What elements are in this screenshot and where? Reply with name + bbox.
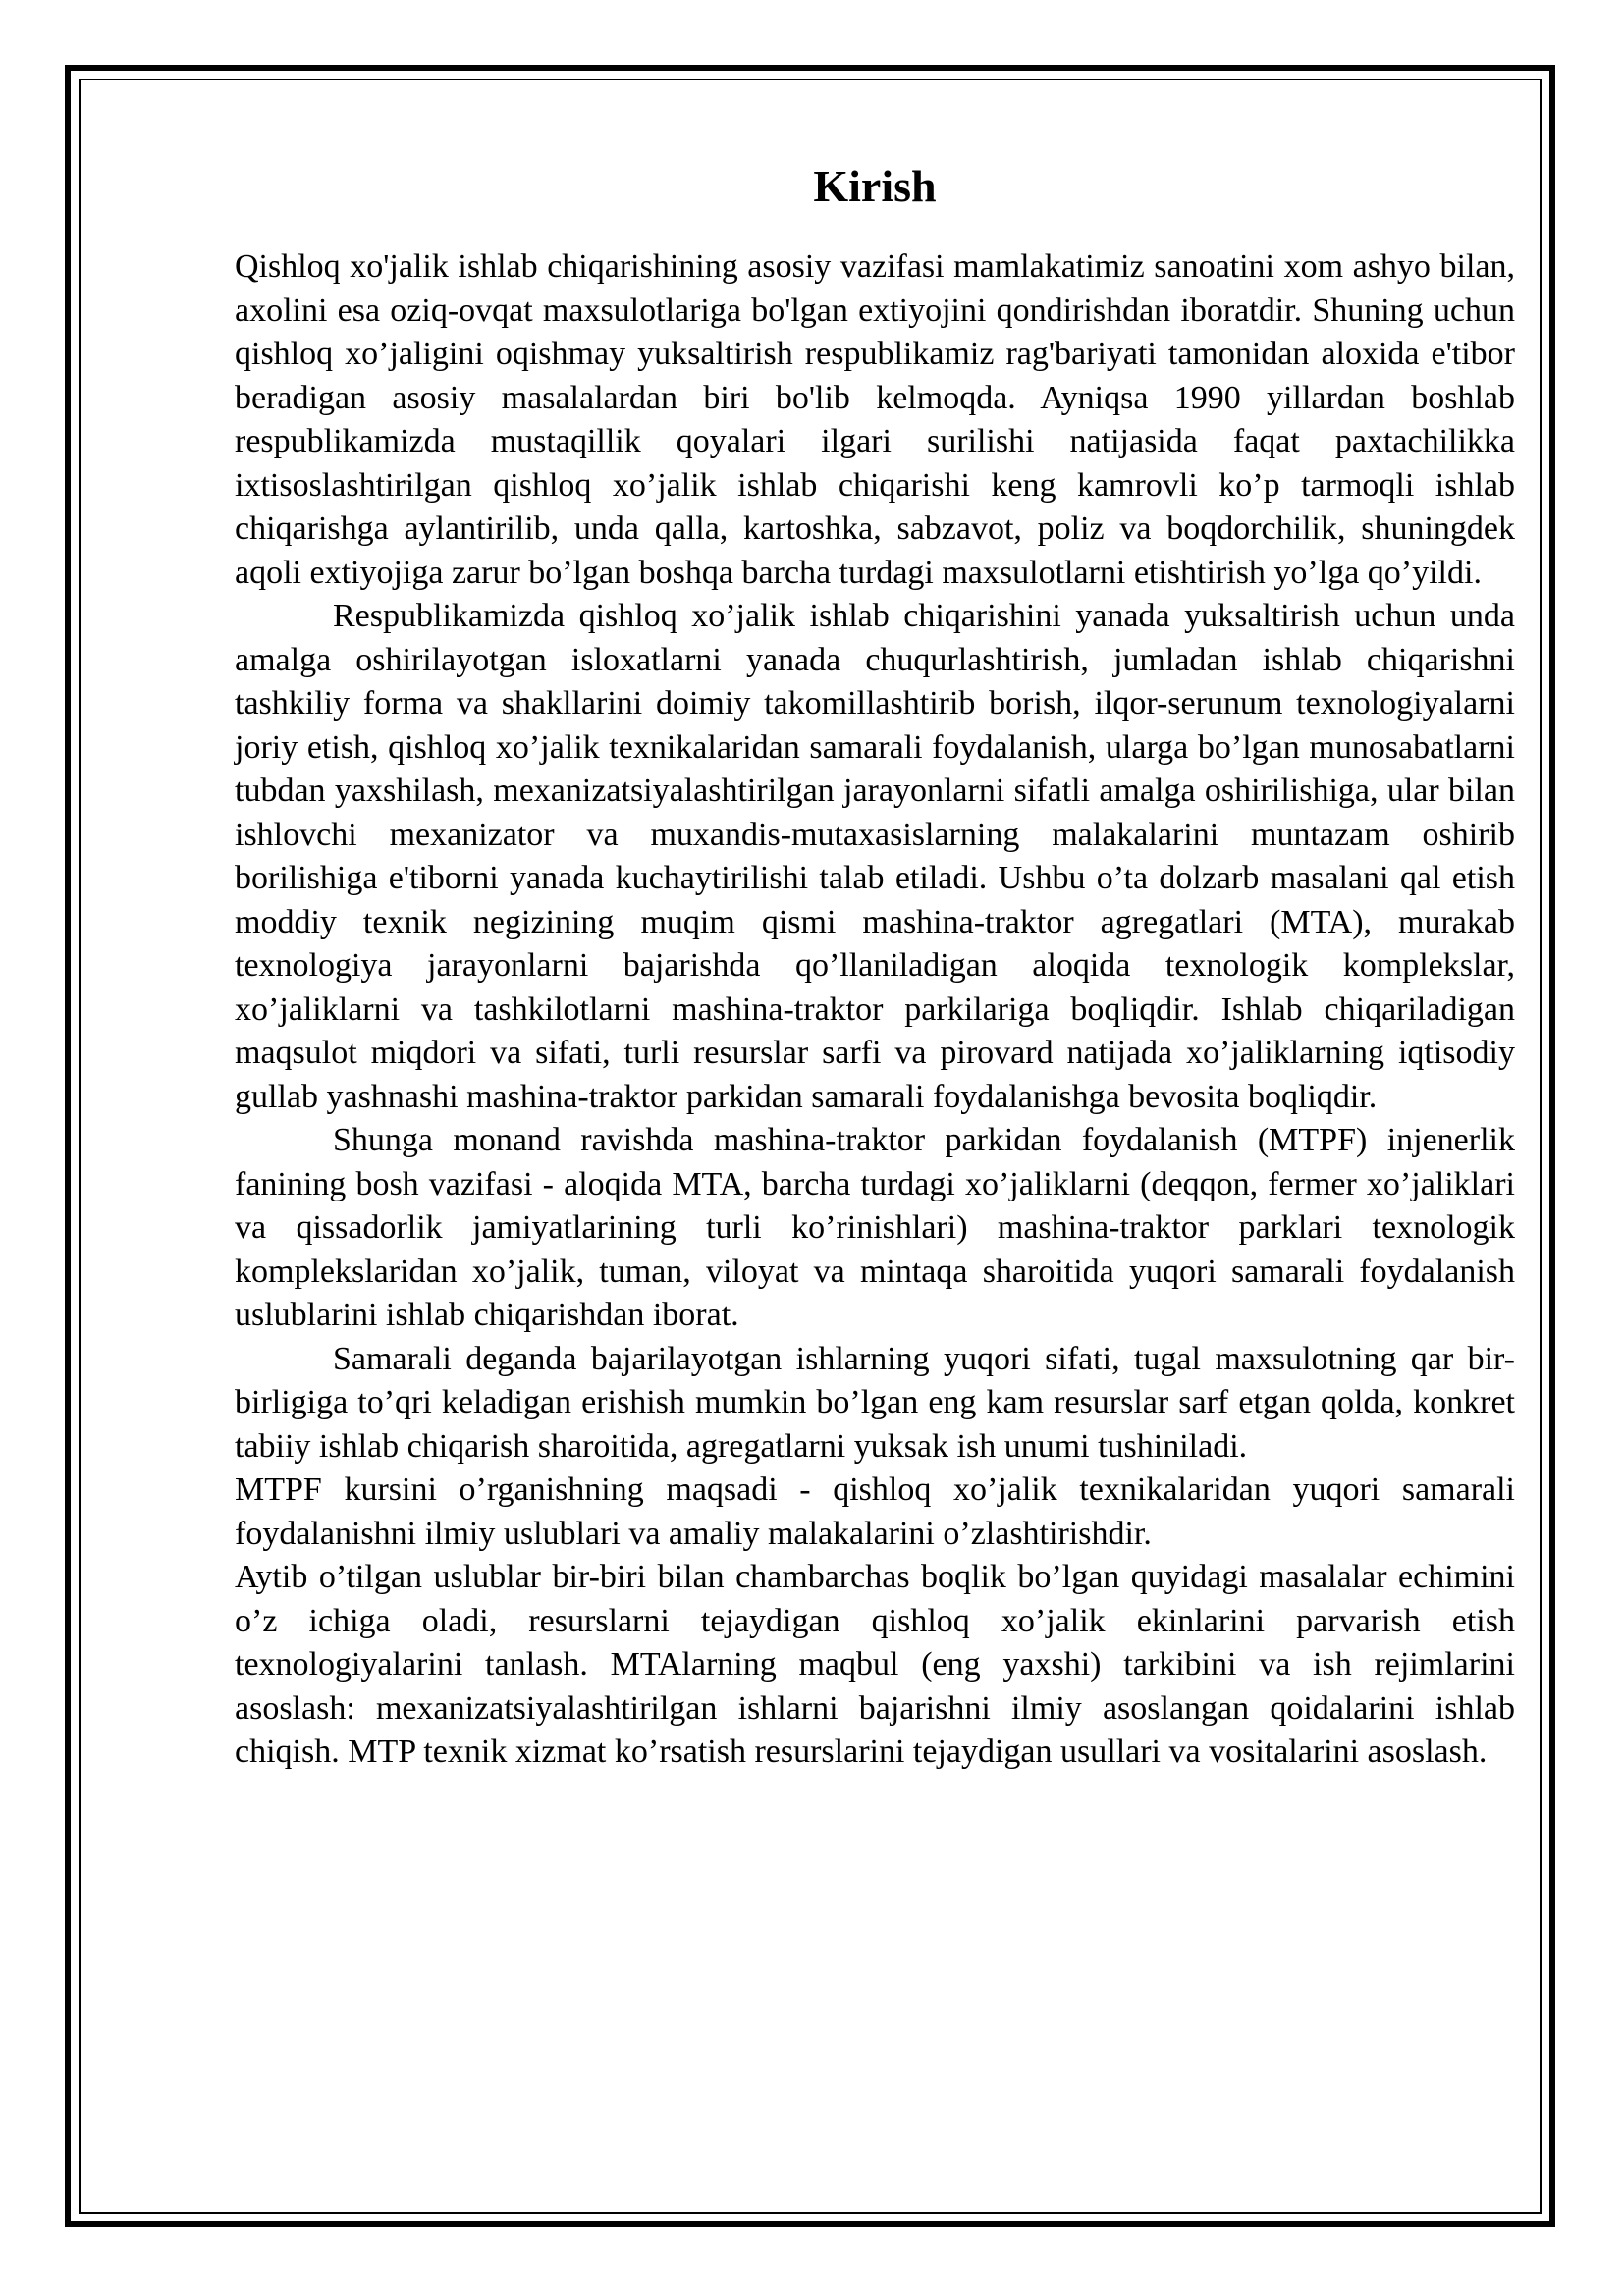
paragraph-2: Respublikamizda qishloq xo’jalik ishlab chiqarishini yanada yuksaltirish uchun unda amalga oshirilayotgan isloxatlarni yanada chuqurlashtirish, jumladan ishlab chiqarishni tashkiliy forma va shakllarini doimiy takomillashtirib borish, ilqor-serunum texnologiyalarni joriy etish, qishloq xo’jalik texnikalaridan samarali foydalanish, ularga bo’lgan munosabatlarni tubdan yaxshilash, mexanizatsiyalashtirilgan jarayonlarni sifatli amalga oshirilishiga, ular bilan ishlovchi mexanizator va muxandis-mutaxasislarning malakalarini muntazam oshirib borilishiga e'tiborni yanada kuchaytirilishi talab etiladi. Ushbu o’ta dolzarb masalani qal etish moddiy texnik negizining muqim qismi mashina-traktor agregatlari (MTA), murakab texnologiya jarayonlarni bajarishda qo’llaniladigan aloqida texnologik komplekslar, xo’jaliklarni va tashkilotlarni mashina-traktor parkilariga boqliqdir. Ishlab chiqariladigan maqsulot miqdori va sifati, turli resurslar sarfi va pirovard natijada xo’jaliklarning iqtisodiy gullab yashnashi mashina-traktor parkidan samarali foydalanishga bevosita boqliqdir. [235,598,1515,1115]
paragraph-6: Aytib o’tilgan uslublar bir-biri bilan chambarchas boqlik bo’lgan quyidagi masalalar echimini o’z ichiga oladi, resurslarni tejaydigan qishloq xo’jalik ekinlarini parvarish etish texnologiyalarini tanlash. MTAlarning maqbul (eng yaxshi) tarkibini va ish rejimlarini asoslash: mexanizatsiyalashtirilgan ishlarni bajarishni ilmiy asoslangan qoidalarini ishlab chiqish. MTP texnik xizmat ko’rsatish resurslarini tejaydigan usullari va vositalarini asoslash. [235,1559,1515,1770]
document-body [235,147,1515,1775]
paragraph-1: Qishloq xo'jalik ishlab chiqarishining asosiy vazifasi mamlakatimiz sanoatini xom ashyo bilan, axolini esa oziq-ovqat maxsulotlariga bo'lgan extiyojini qondirishdan iboratdir. Shuning uchun qishloq xo’jaligini oqishmay yuksaltirish respublikamiz rag'bariyati tamonidan aloxida e'tibor beradigan asosiy masalalardan biri bo'lib kelmoqda. Ayniqsa 1990 yillardan boshlab respublikamizda mustaqillik qoyalari ilgari surilishi natijasida faqat paxtachilikka ixtisoslashtirilgan qishloq xo’jalik ishlab chiqarishi keng kamrovli ko’p tarmoqli ishlab chiqarishga aylantirilib, unda qalla, kartoshka, sabzavot, poliz va boqdorchilik, shuningdek aqoli extiyojiga zarur bo’lgan boshqa barcha turdagi maxsulotlarni etishtirish yo’lga qo’yildi. [235,248,1515,591]
paragraph-3: Shunga monand ravishda mashina-traktor parkidan foydalanish (MTPF) injenerlik fanining bosh vazifasi - aloqida MTA, barcha turdagi xo’jaliklarni (deqqon, fermer xo’jaliklari va qissadorlik jamiyatlarining turli ko’rinishlari) mashina-traktor parklari texnologik komplekslaridan xo’jalik, tuman, viloyat va mintaqa sharoitida yuqori samarali foydalanish uslublarini ishlab chiqarishdan iborat. [235,1122,1515,1333]
paragraph-4: Samarali deganda bajarilayotgan ishlarning yuqori sifati, tugal maxsulotning qar bir-birligiga to’qri keladigan erishish mumkin bo’lgan eng kam resurslar sarf etgan qolda, konkret tabiiy ishlab chiqarish sharoitida, agregatlarni yuksak ish unumi tushiniladi. [235,1340,1515,1465]
document-title: Kirish [813,161,937,211]
paragraph-5: MTPF kursini o’rganishning maqsadi - qishloq xo’jalik texnikalaridan yuqori samarali foydalanishni ilmiy uslublari va amaliy malakalarini o’zlashtirishdir. [235,1471,1515,1552]
